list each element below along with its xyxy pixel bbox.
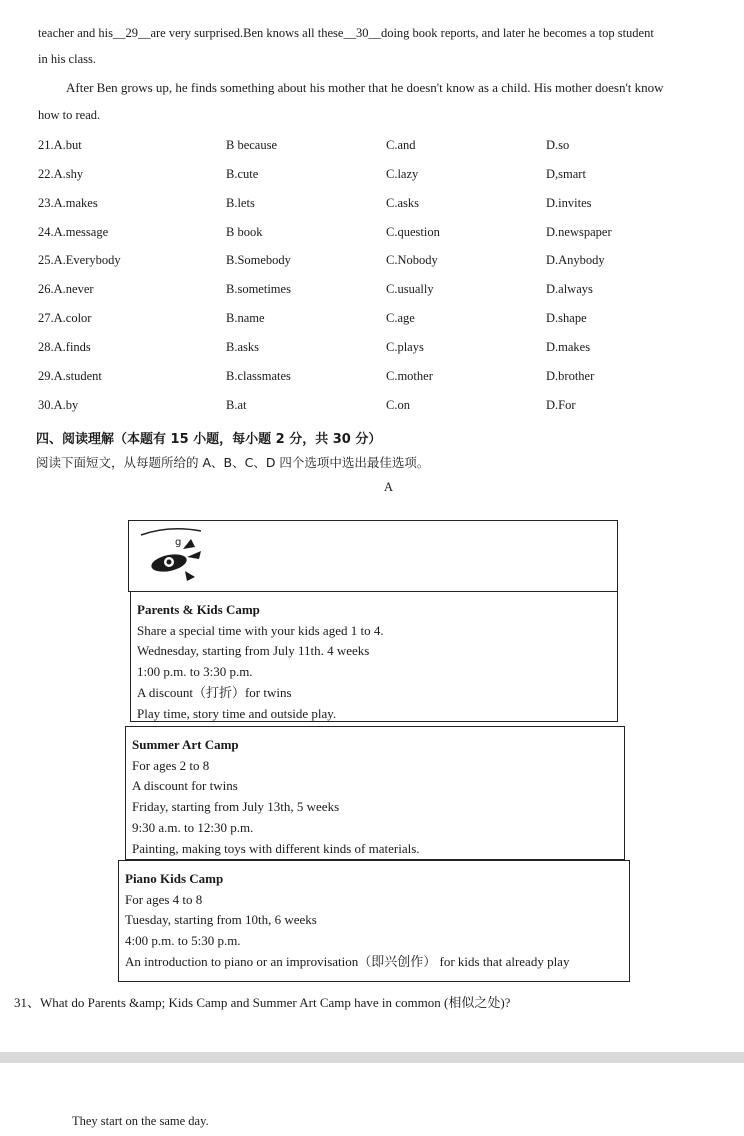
option-d: D.Anybody — [546, 253, 605, 267]
option-b: B.asks — [226, 340, 259, 354]
passage-line-4: how to read. — [38, 108, 101, 122]
option-b: B.sometimes — [226, 282, 291, 296]
option-a: 29.A.student — [38, 369, 102, 383]
option-b: B.Somebody — [226, 253, 291, 267]
options-row-24 — [38, 225, 718, 245]
option-c: C.age — [386, 311, 415, 325]
option-c: C.on — [386, 398, 410, 412]
piano-kids-camp-box — [118, 860, 630, 982]
camp-detail: For ages 2 to 8 — [132, 757, 210, 773]
passage-line-3: After Ben grows up, he finds something about his mother that he doesn't know as a child. His mother doesn't know — [66, 80, 664, 95]
camp-detail: Painting, making toys with different kinds of materials. — [132, 840, 420, 856]
option-a: 27.A.color — [38, 311, 92, 325]
option-a: 22.A.shy — [38, 167, 84, 181]
camp-detail: 9:30 a.m. to 12:30 p.m. — [132, 819, 254, 835]
option-b: B because — [226, 138, 278, 152]
question-31: 31、What do Parents &amp; Kids Camp and Summer Art Camp have in common (相似之处)? — [14, 995, 511, 1010]
option-a: 25.A.Everybody — [38, 253, 121, 267]
camp-title: Parents & Kids Camp — [137, 602, 260, 617]
option-b: B book — [226, 225, 263, 239]
camp-detail: Play time, story time and outside play. — [137, 705, 337, 721]
options-row-28 — [38, 340, 718, 360]
camp-logo-icon — [139, 525, 229, 589]
option-b: B.at — [226, 398, 247, 412]
option-b: B.lets — [226, 196, 255, 210]
camp-detail: For ages 4 to 8 — [125, 891, 203, 907]
section-divider — [0, 1052, 744, 1063]
camp-title: Piano Kids Camp — [125, 871, 224, 886]
options-row-22 — [38, 167, 718, 187]
camp-detail: An introduction to piano or an improvisation（即兴创作） for kids that already play — [125, 953, 570, 969]
section-instruction: 阅读下面短文，从每题所给的 A、B、C、D 四个选项中选出最佳选项。 — [36, 455, 430, 470]
section-heading: 四、阅读理解（本题有 15 小题，每小题 2 分，共 30 分） — [36, 432, 382, 447]
option-c: C.Nobody — [386, 253, 438, 267]
option-c: C.question — [386, 225, 440, 239]
option-d: D.brother — [546, 369, 595, 383]
options-row-30 — [38, 398, 718, 418]
option-d: D.invites — [546, 196, 592, 210]
option-c: C.and — [386, 138, 416, 152]
option-d: D.so — [546, 138, 570, 152]
option-c: C.usually — [386, 282, 434, 296]
svg-text:g: g — [175, 537, 182, 548]
camp-detail: 1:00 p.m. to 3:30 p.m. — [137, 664, 253, 680]
option-a: 28.A.finds — [38, 340, 91, 354]
option-a: 21.A.but — [38, 138, 82, 152]
option-a: 30.A.by — [38, 398, 79, 412]
options-row-29 — [38, 369, 718, 389]
passage-line-2: in his class. — [38, 52, 96, 66]
camp-detail: Tuesday, starting from 10th, 6 weeks — [125, 912, 317, 928]
camp-detail: 4:00 p.m. to 5:30 p.m. — [125, 933, 241, 949]
option-a: 26.A.never — [38, 282, 94, 296]
option-b: B.name — [226, 311, 265, 325]
camp-detail: Wednesday, starting from July 11th. 4 weeks — [137, 643, 370, 659]
summer-art-camp-box — [125, 726, 625, 860]
option-d: D.newspaper — [546, 225, 612, 239]
option-d: D,smart — [546, 167, 586, 181]
option-d: D.shape — [546, 311, 587, 325]
option-c: C.plays — [386, 340, 424, 354]
option-c: C.lazy — [386, 167, 419, 181]
option-b: B.cute — [226, 167, 259, 181]
option-b: B.classmates — [226, 369, 291, 383]
camp-detail: Friday, starting from July 13th, 5 weeks — [132, 799, 340, 815]
option-d: D.makes — [546, 340, 591, 354]
camp-detail: Share a special time with your kids aged 1 to 4. — [137, 622, 384, 638]
option-c: C.asks — [386, 196, 419, 210]
option-a: 24.A.message — [38, 225, 109, 239]
passage-line-1: teacher and his__29__are very surprised.Ben knows all these__30__doing book reports, and later he becomes a top student — [38, 26, 654, 40]
parents-kids-camp-box — [130, 592, 618, 722]
camp-logo-box — [128, 520, 618, 592]
options-row-27 — [38, 311, 718, 331]
answer-text: They start on the same day. — [72, 1114, 209, 1128]
options-row-26 — [38, 282, 718, 302]
option-d: D.always — [546, 282, 593, 296]
camp-detail: A discount（打折）for twins — [137, 684, 292, 700]
camp-title: Summer Art Camp — [132, 737, 239, 752]
options-row-23 — [38, 196, 718, 216]
camp-detail: A discount for twins — [132, 778, 238, 794]
option-c: C.mother — [386, 369, 433, 383]
options-row-25 — [38, 253, 718, 273]
option-a: 23.A.makes — [38, 196, 98, 210]
options-row-21 — [38, 138, 718, 158]
passage-label: A — [384, 480, 394, 494]
option-d: D.For — [546, 398, 576, 412]
